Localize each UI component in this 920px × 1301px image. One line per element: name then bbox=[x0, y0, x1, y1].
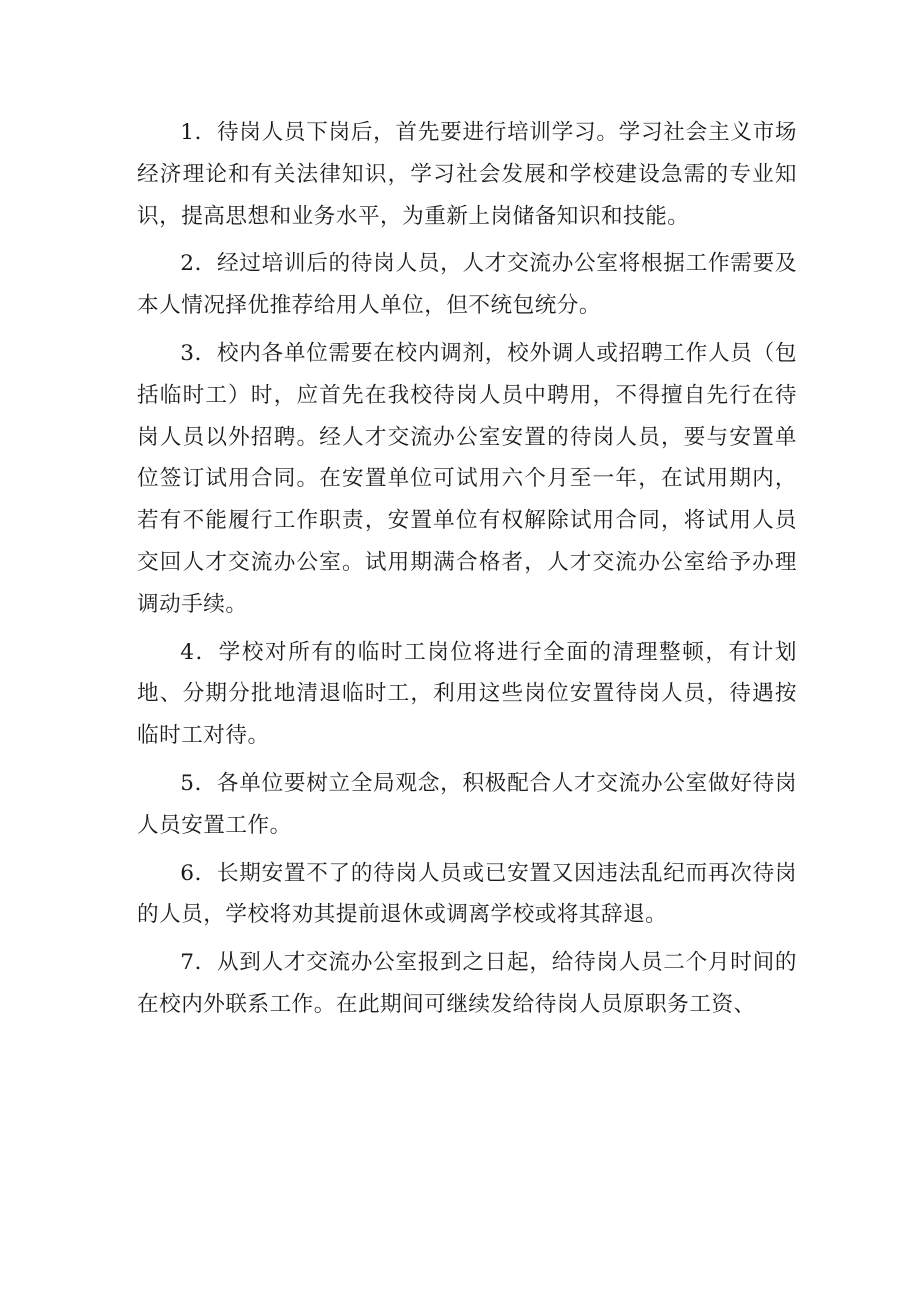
paragraph-6: 6．长期安置不了的待岗人员或已安置又因违法乱纪而再次待岗的人员，学校将劝其提前退休或调离学校或将其辞退。 bbox=[137, 860, 797, 928]
paragraph-5: 5．各单位要树立全局观念，积极配合人才交流办公室做好待岗人员安置工作。 bbox=[137, 770, 797, 838]
paragraph-7: 7．从到人才交流办公室报到之日起，给待岗人员二个月时间的在校内外联系工作。在此期间可继续发给待岗人员原职务工资、 bbox=[137, 950, 797, 1017]
paragraph-1: 1．待岗人员下岗后，首先要进行培训学习。学习社会主义市场经济理论和有关法律知识，学习社会发展和学校建设急需的专业知识，提高思想和业务水平，为重新上岗储备知识和技能。 bbox=[137, 120, 797, 229]
paragraph-3: 3．校内各单位需要在校内调剂，校外调人或招聘工作人员（包括临时工）时，应首先在我校待岗人员中聘用，不得擅自先行在待岗人员以外招聘。经人才交流办公室安置的待岗人员，要与安置单位签订试用合同。在安置单位可试用六个月至一年，在试用期内，若有不能履行工作职责，安置单位有权解除试用合同，将试用人员交回人才交流办公室。试用期满合格者，人才交流办公室给予办理调动手续。 bbox=[137, 340, 797, 617]
paragraph-2: 2．经过培训后的待岗人员，人才交流办公室将根据工作需要及本人情况择优推荐给用人单位，但不统包统分。 bbox=[137, 251, 797, 319]
document-body bbox=[137, 112, 797, 1026]
paragraph-4: 4．学校对所有的临时工岗位将进行全面的清理整顿，有计划地、分期分批地清退临时工，利用这些岗位安置待岗人员，待遇按临时工对待。 bbox=[137, 639, 797, 749]
